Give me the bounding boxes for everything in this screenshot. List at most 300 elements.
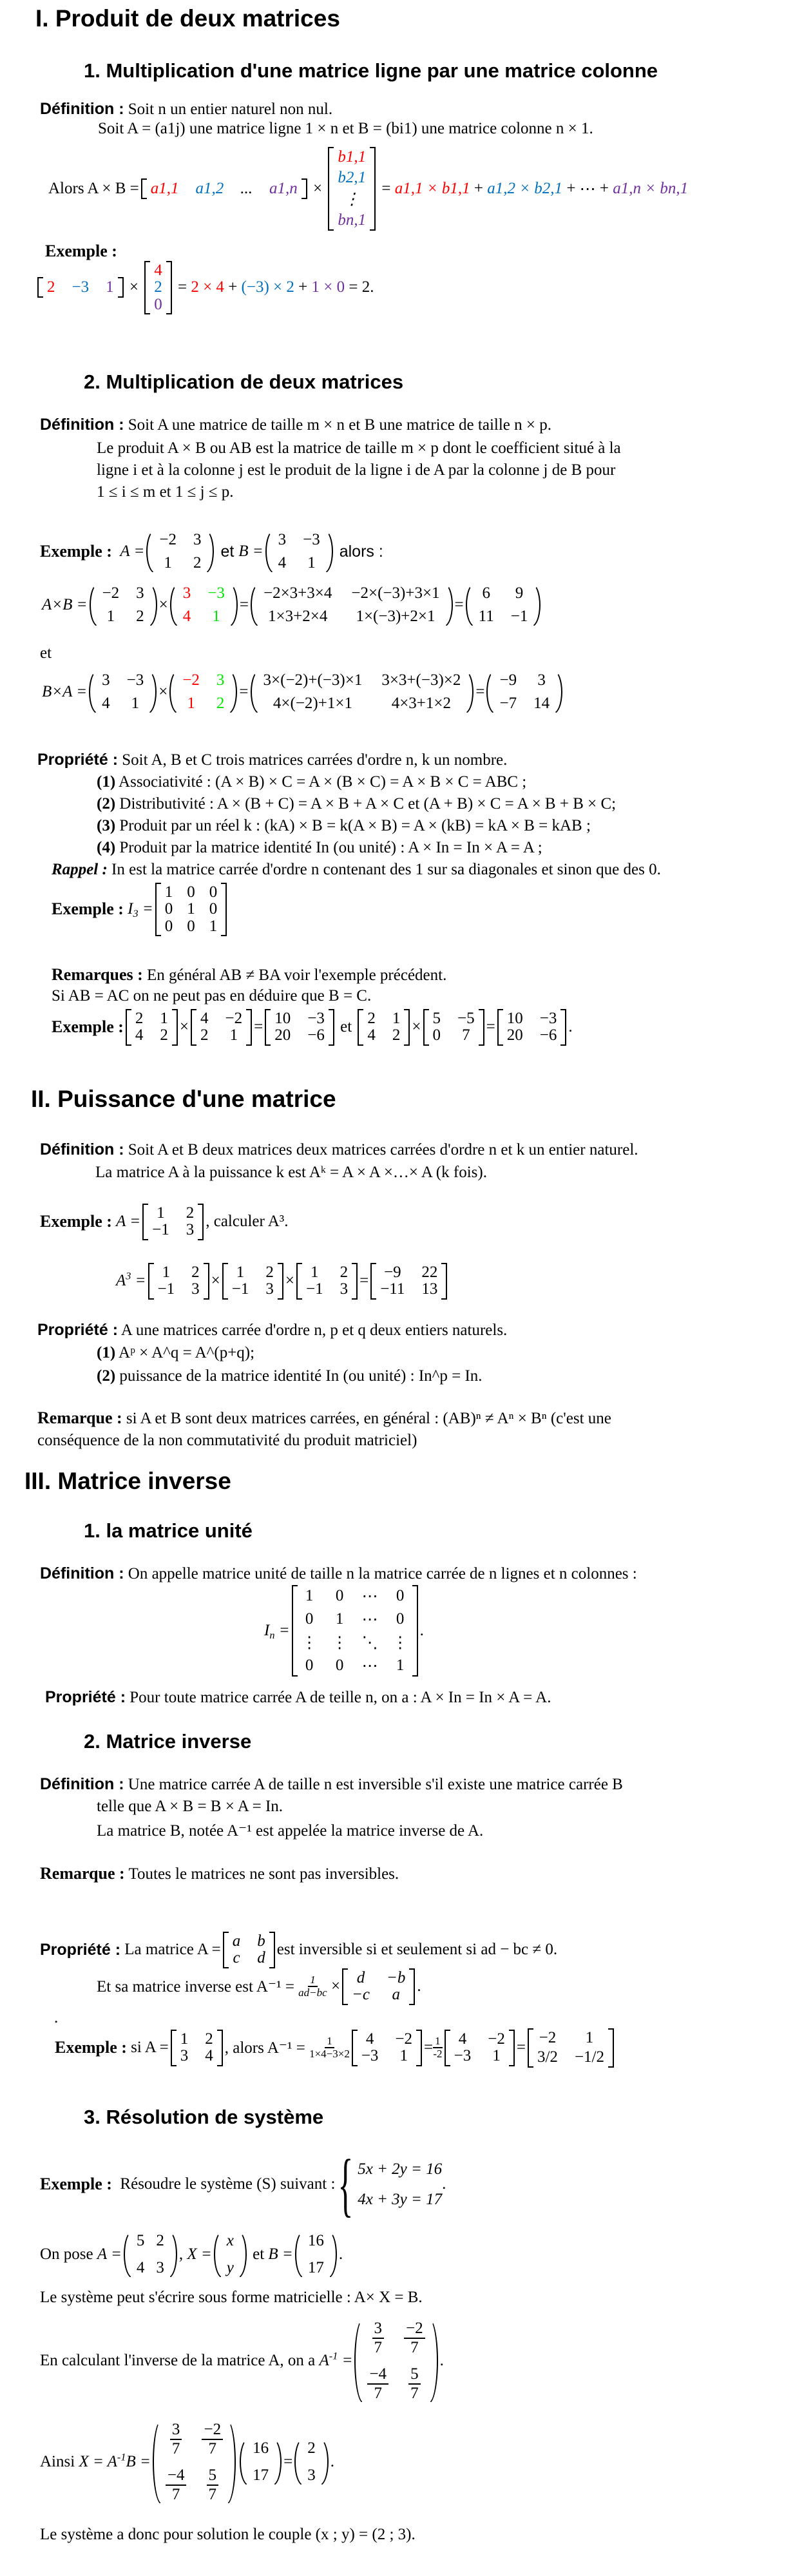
entry: 13 xyxy=(421,1280,438,1298)
example-label: Exemple : xyxy=(40,1212,112,1231)
entry: −2 xyxy=(182,671,200,689)
entry: ... xyxy=(240,180,253,197)
et-text: et xyxy=(340,1018,352,1036)
entry: a1,2 xyxy=(195,180,224,197)
term: 1 × 0 xyxy=(311,278,345,296)
entry: 3/2 xyxy=(537,2048,558,2066)
entry: 3 xyxy=(537,671,546,689)
fraction xyxy=(298,1974,327,1999)
property-3-2 xyxy=(40,1932,557,1968)
adjugate-matrix xyxy=(445,2030,515,2066)
AB-result-matrix xyxy=(466,583,541,627)
matrix-B xyxy=(265,530,333,573)
item-text: Produit par la matrice identité In (ou unité) : A × In = In × A = A ; xyxy=(119,839,542,856)
entry: 2 xyxy=(135,1010,144,1027)
system-equations xyxy=(358,2154,442,2215)
entry: −2×(−3)+3×1 xyxy=(351,584,440,602)
entry: bn,1 xyxy=(338,211,367,229)
definition-1-2 xyxy=(40,416,551,434)
property-3-1 xyxy=(45,1688,551,1707)
term: (−3) × 2 xyxy=(241,278,294,296)
definition-2-line2: La matrice A à la puissance k est Aᵏ = A × A ×…× A (k fois). xyxy=(95,1164,487,1181)
entry: −2 xyxy=(488,2030,505,2048)
definition-1-2-line3: ligne i et à la colonne j est le produit de la ligne i de A par la colonne j de B pour xyxy=(97,461,616,479)
example-label: Exemple : xyxy=(40,2175,112,2193)
entry: 1 xyxy=(209,917,218,935)
rappel xyxy=(52,861,661,879)
entry: −3 xyxy=(307,1010,325,1027)
property-item xyxy=(97,773,526,791)
entry: 4×3+1×2 xyxy=(391,695,451,712)
entry: −6 xyxy=(539,1026,557,1044)
entry: 3 xyxy=(102,671,110,689)
entry: 3×3+(−3)×2 xyxy=(381,671,461,689)
entry: ⋯ xyxy=(361,1588,378,1605)
definition-1-2-line4: 1 ≤ i ≤ m et 1 ≤ j ≤ p. xyxy=(97,483,234,501)
inverse-example: Exemple : si A = 1 2 3 4 , alors A⁻¹ = $\frac{1}{1\times 4-3\times 2}$ 4 −2 −3 1 = $\frac{1}{-2}$ 4 −2 −3 1 = −2 1 3/2 −1/2 xyxy=(55,2028,616,2068)
term: ⋯ xyxy=(579,180,596,198)
matrix xyxy=(126,1009,178,1046)
BA-expanded-matrix xyxy=(251,670,474,714)
entry: 0 xyxy=(305,1610,314,1628)
property-item xyxy=(97,817,591,835)
matrix-A xyxy=(90,583,157,627)
entry xyxy=(166,2466,187,2503)
entry: −3 xyxy=(126,671,144,689)
remark-text: Toutes le matrices ne sont pas inversibles. xyxy=(128,1865,399,1883)
entry: b1,1 xyxy=(338,148,367,166)
entry: 2 xyxy=(392,1026,401,1044)
entry: 3 xyxy=(136,584,144,602)
system-example: Exemple : Résoudre le système (S) suivant : { 5x + 2y = 16 4x + 3y = 17 . xyxy=(40,2145,446,2224)
entry: 0 xyxy=(209,900,218,918)
equation: 5x + 2y = 16 xyxy=(358,2160,443,2178)
matrix-A xyxy=(148,1263,209,1300)
property-item xyxy=(97,1367,483,1385)
entry: −7 xyxy=(499,695,517,712)
entry: 1 xyxy=(160,1010,168,1027)
power-example: Exemple : A = 1 2 −1 3 , calculer A³. xyxy=(40,1204,289,1240)
entry: 1 xyxy=(131,695,140,712)
entry: 4 xyxy=(182,608,191,625)
numerator: 5 xyxy=(207,2466,219,2486)
numerator: 3 xyxy=(372,2320,385,2339)
entry: ⋯ xyxy=(361,1611,378,1628)
matrix-A xyxy=(171,2030,223,2066)
term: a1,n × bn,1 xyxy=(613,180,689,197)
matrix xyxy=(358,1009,410,1046)
example-row-matrix xyxy=(37,277,124,298)
inverse-line: En calculant l'inverse de la matrice A, on a $A^{-1}$ = $\frac{3}{7}$ $\frac{-2}{7}$ $\frac{-4}{7}$ $\frac{5}{7}$ . xyxy=(40,2318,444,2403)
definition-text: Soit n un entier naturel non nul. xyxy=(128,101,333,118)
entry: 4 xyxy=(136,2259,145,2276)
entry: 0 xyxy=(187,883,195,901)
denominator: -2 xyxy=(433,2048,443,2061)
section-2-title: II. Puissance d'une matrice xyxy=(31,1086,336,1112)
entry: ⋱ xyxy=(361,1634,378,1651)
inverse-text: En calculant l'inverse de la matrice A, on a xyxy=(40,2352,316,2369)
entry: 3 xyxy=(216,671,225,689)
entry: 0 xyxy=(164,900,173,918)
entry: ⋮ xyxy=(301,1634,318,1651)
property-item xyxy=(97,839,542,857)
definition-1-2-line2: Le produit A × B ou AB est la matrice de taille m × p dont le coefficient situé à la xyxy=(97,439,621,457)
entry: 1 xyxy=(399,2047,408,2065)
column-matrix xyxy=(328,147,376,231)
entry: −b xyxy=(387,1969,406,1986)
entry: 2 xyxy=(193,554,202,572)
definition-text: Une matrice carrée A de taille n est inversible s'il existe une matrice carrée B xyxy=(128,1776,623,1793)
matrix-A xyxy=(142,1204,204,1240)
definition-text: On appelle matrice unité de taille n la matrice carrée de n lignes et n colonnes : xyxy=(128,1565,637,1582)
vector-B xyxy=(295,2231,337,2278)
entry: 1 xyxy=(305,1587,314,1604)
fraction xyxy=(433,2035,443,2061)
definition-1-1-line2: Soit A = (a1j) une matrice ligne 1 × n et B = (bi1) une matrice colonne n × 1. xyxy=(98,120,593,137)
entry: 0 xyxy=(396,1610,405,1628)
entry: a1,1 xyxy=(150,180,179,197)
entry: −1 xyxy=(157,1280,175,1298)
matrix-A xyxy=(222,1263,283,1300)
subsection-1-1-title: 1. Multiplication d'une matrice ligne par une matrice colonne xyxy=(84,59,658,82)
entry: ⋮ xyxy=(343,191,360,208)
item-number: (4) xyxy=(97,839,116,856)
AB-expanded-matrix xyxy=(251,583,453,627)
entry: −9 xyxy=(383,1264,401,1281)
entry: 1 xyxy=(164,883,173,901)
entry: 1 xyxy=(492,2047,501,2065)
entry: 3 xyxy=(278,531,287,548)
remark-2-line2: conséquence de la non commutativité du produit matriciel) xyxy=(37,1432,417,1449)
AB-computation: A×B = −2 3 1 2 × 3 −3 4 1 = −2×3+3×4 −2×(−3)+3×1 1×3+2×4 1×(−3)+2×1 = 6 9 11 −1 xyxy=(42,583,542,627)
entry: 3 xyxy=(193,531,202,548)
entry xyxy=(408,2365,421,2402)
remark-text: En général AB ≠ BA voir l'exemple précédent. xyxy=(147,966,447,984)
entry: 16 xyxy=(253,2439,269,2457)
definition-3-1 xyxy=(40,1564,637,1583)
numerator: 3 xyxy=(170,2421,182,2440)
matrix-A xyxy=(146,530,214,573)
entry: −11 xyxy=(380,1280,405,1298)
ainsi-text: Ainsi xyxy=(40,2453,75,2470)
numerator: −2 xyxy=(202,2421,223,2440)
entry: −6 xyxy=(307,1026,325,1044)
entry: −1/2 xyxy=(574,2048,604,2066)
entry: 20 xyxy=(506,1026,523,1044)
entry: 4 xyxy=(135,1026,144,1044)
entry: 1 xyxy=(392,1010,401,1027)
entry: a xyxy=(392,1986,400,2004)
remark-text: si A et B sont deux matrices carrées, en général : (AB)ⁿ ≠ Aⁿ × Bⁿ (c'est une xyxy=(126,1410,611,1427)
entry: 1 xyxy=(187,695,195,712)
entry: ⋮ xyxy=(331,1634,348,1651)
definition-label: Définition : xyxy=(40,1140,124,1158)
entry: c xyxy=(233,1949,240,1967)
subsection-3-2-title: 2. Matrice inverse xyxy=(84,1730,252,1753)
item-number: (1) xyxy=(97,773,116,791)
entry: 10 xyxy=(506,1010,523,1027)
matrix xyxy=(265,1009,334,1046)
entry: 4 xyxy=(365,2030,374,2048)
entry: −2×3+3×4 xyxy=(263,584,332,602)
entry: 1×3+2×4 xyxy=(268,608,328,625)
example-result: 2 xyxy=(361,278,370,296)
matrix xyxy=(191,1009,252,1046)
entry: 4 xyxy=(458,2030,467,2048)
brace-icon: { xyxy=(338,2145,354,2224)
entry: 1×(−3)+2×1 xyxy=(356,608,436,625)
entry: 5 xyxy=(432,1010,441,1027)
entry: 2 xyxy=(200,1026,209,1044)
entry: 10 xyxy=(274,1010,291,1027)
entry: −3 xyxy=(207,584,225,602)
row-col-product-formula: Alors A × B = a1,1 a1,2 ... a1,n × b1,1 b2,1 ⋮ bn,1 = a1,1 × b1,1 + a1,2 × b2,1 + ⋯ + a1,n × bn,1 xyxy=(48,147,688,231)
example-text: si A = xyxy=(131,2039,169,2057)
entry: 1 xyxy=(164,554,172,572)
entry: a1,n xyxy=(269,180,298,197)
entry: ⋮ xyxy=(392,1634,408,1651)
item-text: Associativité : (A × B) × C = A × (B × C) = A × B × C = ABC ; xyxy=(119,773,527,791)
et-text: et xyxy=(220,542,235,561)
entry: 1 xyxy=(106,278,114,296)
et-connector: et xyxy=(40,644,52,662)
entry: −1 xyxy=(305,1280,323,1298)
entry: 6 xyxy=(482,584,490,602)
numerator: −4 xyxy=(367,2365,388,2385)
entry: 1 xyxy=(212,608,220,625)
example-tail: , calculer A³. xyxy=(206,1213,289,1231)
entry: 1 xyxy=(180,2030,189,2048)
entry: 1 xyxy=(106,608,115,625)
section-1-title: I. Produit de deux matrices xyxy=(35,5,340,32)
conclusion-text: Le système a donc pour solution le couple (x ; y) = (2 ; 3). xyxy=(40,2526,416,2543)
item-number: (1) xyxy=(97,1344,116,1361)
inverse-text: Et sa matrice inverse est A⁻¹ = xyxy=(97,1978,294,1996)
entry: 0 xyxy=(396,1587,405,1604)
entry xyxy=(170,2421,182,2457)
definition-3-2 xyxy=(40,1775,623,1794)
example-label: Exemple : xyxy=(52,899,124,919)
identity-n-display: $I_n$ = 1 0 ⋯ 0 0 1 ⋯ 0 ⋮ ⋮ ⋱ ⋮ 0 0 ⋯ 1 . xyxy=(264,1585,424,1677)
entry xyxy=(404,2320,425,2356)
property-intro: A une matrices carrée d'ordre n, p et q deux entiers naturels. xyxy=(120,1322,508,1339)
entry: −1 xyxy=(510,608,528,625)
example-text: , alors A⁻¹ = xyxy=(224,2039,305,2057)
entry: −3 xyxy=(303,531,320,548)
entry: 1 xyxy=(187,900,195,918)
entry: 11 xyxy=(478,608,494,625)
entry: 3 xyxy=(340,1280,349,1298)
row-matrix xyxy=(141,178,307,199)
item-text: Distributivité : A × (B + C) = A × B + A × C et (A + B) × C = A × B + B × C; xyxy=(119,795,617,812)
entry: 7 xyxy=(462,1026,470,1044)
entry: 0 xyxy=(209,883,218,901)
definition-text: Soit A une matrice de taille m × n et B une matrice de taille n × p. xyxy=(128,416,551,434)
entry: 2 xyxy=(186,1204,195,1222)
entry: −c xyxy=(352,1986,370,2004)
entry: 0 xyxy=(335,1657,344,1674)
entry: −1 xyxy=(152,1221,169,1239)
inverse-result-matrix xyxy=(528,2028,614,2068)
entry: 9 xyxy=(515,584,524,602)
definition-label: Définition : xyxy=(40,416,124,434)
BA-result-matrix xyxy=(486,670,562,714)
entry: 2 xyxy=(265,1264,274,1281)
entry: 1 xyxy=(229,1026,238,1044)
entry: 4 xyxy=(154,262,162,279)
dot: . xyxy=(54,2009,59,2026)
item-number: (2) xyxy=(97,1367,116,1385)
matrix-form-text: Le système peut s'écrire sous forme matricielle : A× X = B. xyxy=(40,2289,423,2306)
entry xyxy=(202,2421,223,2457)
rappel-text: In est la matrice carrée d'ordre n contenant des 1 sur sa diagonales et sinon que des 0. xyxy=(111,861,661,878)
property-text: La matrice A = xyxy=(124,1941,221,1959)
entry: 0 xyxy=(154,295,162,313)
example-label: Exemple : xyxy=(40,542,112,561)
entry: ⋯ xyxy=(361,1657,378,1675)
property-label: Propriété : xyxy=(40,1940,121,1959)
remarks-1-2 xyxy=(52,965,446,985)
entry: b2,1 xyxy=(338,169,367,186)
property-label: Propriété : xyxy=(37,1321,119,1339)
generic-2x2-matrix xyxy=(223,1932,275,1968)
denominator: 7 xyxy=(171,2485,180,2503)
numerator: −2 xyxy=(404,2320,425,2339)
entry: 2 xyxy=(205,2030,213,2048)
fraction xyxy=(309,2035,350,2061)
definition-text: Soit A et B deux matrices deux matrices carrées d'ordre n et k un entier naturel. xyxy=(128,1141,638,1158)
row-col-example: 2 −3 1 × 4 2 0 = 2 × 4 + (−3) × 2 + 1 × 0 = 2 . xyxy=(35,261,374,314)
matrix-A xyxy=(124,2231,177,2278)
equation: 4x + 3y = 17 xyxy=(358,2191,443,2208)
matrix-A xyxy=(296,1263,358,1300)
item-text: puissance de la matrice identité In (ou unité) : In^p = In. xyxy=(119,1367,483,1385)
subsection-3-1-title: 1. la matrice unité xyxy=(84,1519,253,1542)
item-number: (3) xyxy=(97,817,116,834)
subsection-1-2-title: 2. Multiplication de deux matrices xyxy=(84,370,404,393)
definition-2 xyxy=(40,1140,638,1159)
entry: d xyxy=(257,1949,265,1967)
entry: 2 xyxy=(191,1264,200,1281)
property-label: Propriété : xyxy=(37,751,119,769)
denominator: ad−bc xyxy=(298,1986,327,1999)
entry: 2 xyxy=(160,1026,168,1044)
property-text: est inversible si et seulement si ad − bc ≠ 0. xyxy=(276,1941,558,1959)
entry: 3×(−2)+(−3)×1 xyxy=(263,671,363,689)
numerator: 1 xyxy=(433,2035,443,2049)
entry: 2 xyxy=(307,2439,316,2457)
entry: 2 xyxy=(47,278,55,296)
definition-3-2-line3: La matrice B, notée A⁻¹ est appelée la matrice inverse de A. xyxy=(97,1822,484,1840)
matrix-B xyxy=(89,670,157,714)
term: a1,2 × b2,1 xyxy=(487,180,563,197)
entry: 1 xyxy=(335,1610,344,1628)
entry: b xyxy=(257,1932,265,1950)
entry: 2 xyxy=(156,2232,164,2249)
ainsi-line: Ainsi $X = A^{-1}B$ = $\frac{3}{7}$ $\frac{-2}{7}$ $\frac{-4}{7}$ $\frac{5}{7}$ 16 17 = 2 3 . xyxy=(40,2419,334,2504)
entry: 2 xyxy=(216,695,225,712)
entry: 1 xyxy=(157,1204,165,1222)
entry: −5 xyxy=(457,1010,475,1027)
entry xyxy=(207,2466,219,2503)
definition-label: Définition : xyxy=(40,1775,124,1793)
vector-X xyxy=(214,2231,247,2278)
numerator: 1 xyxy=(308,1974,318,1988)
example-label: Exemple : xyxy=(55,2038,127,2057)
matrix-A-inverse xyxy=(153,2419,236,2504)
denominator: 7 xyxy=(410,2384,419,2402)
entry: 0 xyxy=(432,1026,441,1044)
entry: 1 xyxy=(307,554,316,572)
entry: −3 xyxy=(361,2047,379,2065)
entry: −2 xyxy=(395,2030,413,2048)
rappel-label: Rappel : xyxy=(52,861,108,878)
remark-line2: Si AB = AC on ne peut pas en déduire que B = C. xyxy=(52,987,372,1004)
identity-3-matrix xyxy=(155,883,227,936)
definition-3-2-line2: telle que A × B = B × A = In. xyxy=(97,1798,283,1815)
entry: 1 xyxy=(585,2029,594,2046)
entry: 3 xyxy=(182,584,191,602)
adjugate-matrix xyxy=(342,1968,415,2005)
definition-1-1 xyxy=(40,100,332,119)
entry: 4×(−2)+1×1 xyxy=(273,695,352,712)
item-text: Aᵖ × A^q = A^(p+q); xyxy=(119,1344,255,1361)
example-label: Exemple : xyxy=(45,242,117,260)
entry: −2 xyxy=(539,2029,557,2046)
entry: 4 xyxy=(278,554,287,572)
property-2 xyxy=(37,1321,507,1340)
entry: −3 xyxy=(454,2047,472,2065)
property-label: Propriété : xyxy=(45,1688,126,1706)
entry: 0 xyxy=(187,917,195,935)
entry xyxy=(372,2320,385,2356)
item-number: (2) xyxy=(97,795,116,812)
numerator: 1 xyxy=(325,2035,334,2049)
denominator: 7 xyxy=(208,2439,217,2457)
remark-2 xyxy=(37,1408,611,1428)
remark-label: Remarque : xyxy=(37,1408,122,1427)
entry: 17 xyxy=(307,2259,324,2276)
entry: 1 xyxy=(162,1264,171,1281)
subsection-3-3-title: 3. Résolution de système xyxy=(84,2106,324,2128)
entry: 5 xyxy=(136,2232,145,2249)
entry: 4 xyxy=(200,1010,209,1027)
entry: 0 xyxy=(164,917,173,935)
denominator: 1×4−3×2 xyxy=(309,2048,350,2061)
numerator: 5 xyxy=(408,2365,421,2385)
entry: a xyxy=(232,1932,241,1950)
term: a1,1 × b1,1 xyxy=(394,180,470,197)
denominator: 7 xyxy=(410,2338,419,2356)
alors-text: Alors A × B = xyxy=(48,180,139,197)
entry: 22 xyxy=(421,1264,438,1281)
entry: −9 xyxy=(499,671,517,689)
identity-n-matrix xyxy=(292,1585,418,1677)
entry: 17 xyxy=(253,2466,269,2484)
matrix-A-inverse xyxy=(354,2318,437,2403)
matrix xyxy=(423,1009,484,1046)
solution-vector xyxy=(294,2438,329,2486)
matrix-A-colored xyxy=(169,670,237,714)
entry: 1 xyxy=(396,1657,405,1674)
property-item xyxy=(97,795,616,813)
adjugate-matrix xyxy=(352,2030,422,2066)
entry: 1 xyxy=(311,1264,319,1281)
entry: 14 xyxy=(533,695,550,712)
denominator: 7 xyxy=(374,2384,382,2402)
remark-label: Remarques : xyxy=(52,965,143,984)
entry: 2 xyxy=(367,1010,376,1027)
